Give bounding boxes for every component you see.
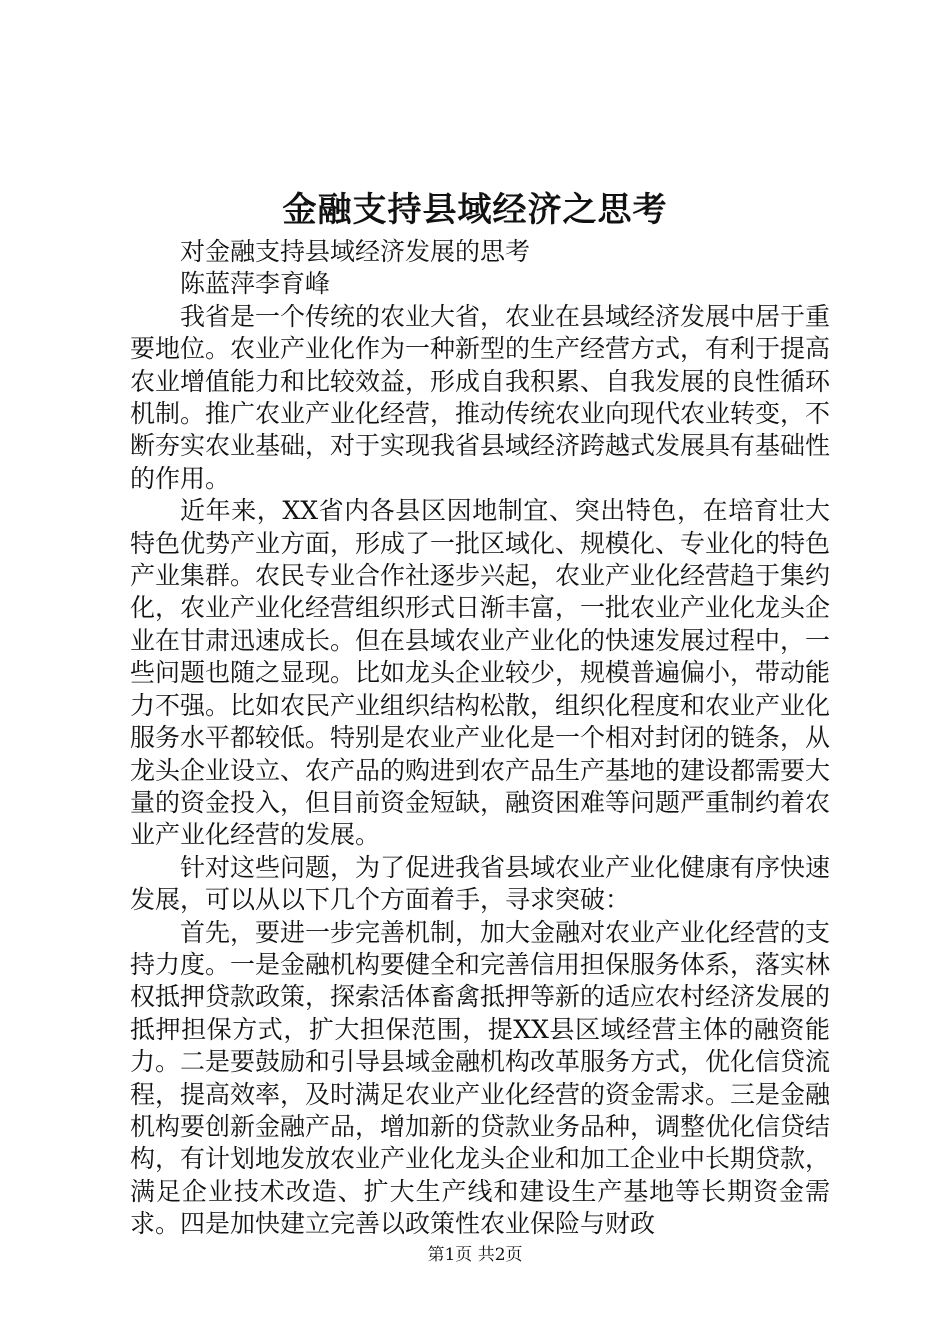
- subtitle-line: 对金融支持县域经济发展的思考: [180, 237, 531, 266]
- paragraph-3: 针对这些问题，为了促进我省县域农业产业化健康有序快速发展，可以从以下几个方面着手，寻求突破：: [130, 852, 831, 915]
- paragraph-2: 近年来，XX省内各县区因地制宜、突出特色，在培育壮大特色优势产业方面，形成了一批区域化、规模化、专业化的特色产业集群。农民专业合作社逐步兴起，农业产业化经营趋于集约化，农业产业化经营组织形式日渐丰富，一批农业产业化龙头企业在甘肃迅速成长。但在县域农业产业化的快速发展过程中，一些问题也随之显现。比如龙头企业较少，规模普遍偏小，带动能力不强。比如农民产业组织结构松散，组织化程度和农业产业化服务水平都较低。特别是农业产业化是一个相对封闭的链条，从龙头企业设立、农产品的购进到农产品生产基地的建设都需要大量的资金投入，但目前资金短缺，融资困难等问题严重制约着农业产业化经营的发展。: [130, 496, 831, 850]
- authors-line: 陈蓝萍李育峰: [180, 269, 331, 299]
- paragraph-1: 我省是一个传统的农业大省，农业在县域经济发展中居于重要地位。农业产业化作为一种新型的生产经营方式，有利于提高农业增值能力和比较效益，形成自我积累、自我发展的良性循环机制。推广农业产业化经营，推动传统农业向现代农业转变，不断夯实农业基础，对于实现我省县域经济跨越式发展具有基础性的作用。: [130, 301, 831, 493]
- page-number-footer: 第1页 共2页: [427, 1245, 523, 1265]
- document-body: [130, 236, 830, 1241]
- document-title: 金融支持县域经济之思考: [282, 190, 668, 230]
- paragraph-4: 首先，要进一步完善机制，加大金融对农业产业化经营的支持力度。一是金融机构要健全和完善信用担保服务体系，落实林权抵押贷款政策，探索活体畜禽抵押等新的适应农村经济发展的抵押担保方式，扩大担保范围，提XX县区域经营主体的融资能力。二是要鼓励和引导县域金融机构改革服务方式，优化信贷流程，提高效率，及时满足农业产业化经营的资金需求。三是金融机构要创新金融产品，增加新的贷款业务品种，调整优化信贷结构，有计划地发放农业产业化龙头企业和加工企业中长期贷款，满足企业技术改造、扩大生产线和建设生产基地等长期资金需求。四是加快建立完善以政策性农业保险与财政: [130, 917, 831, 1239]
